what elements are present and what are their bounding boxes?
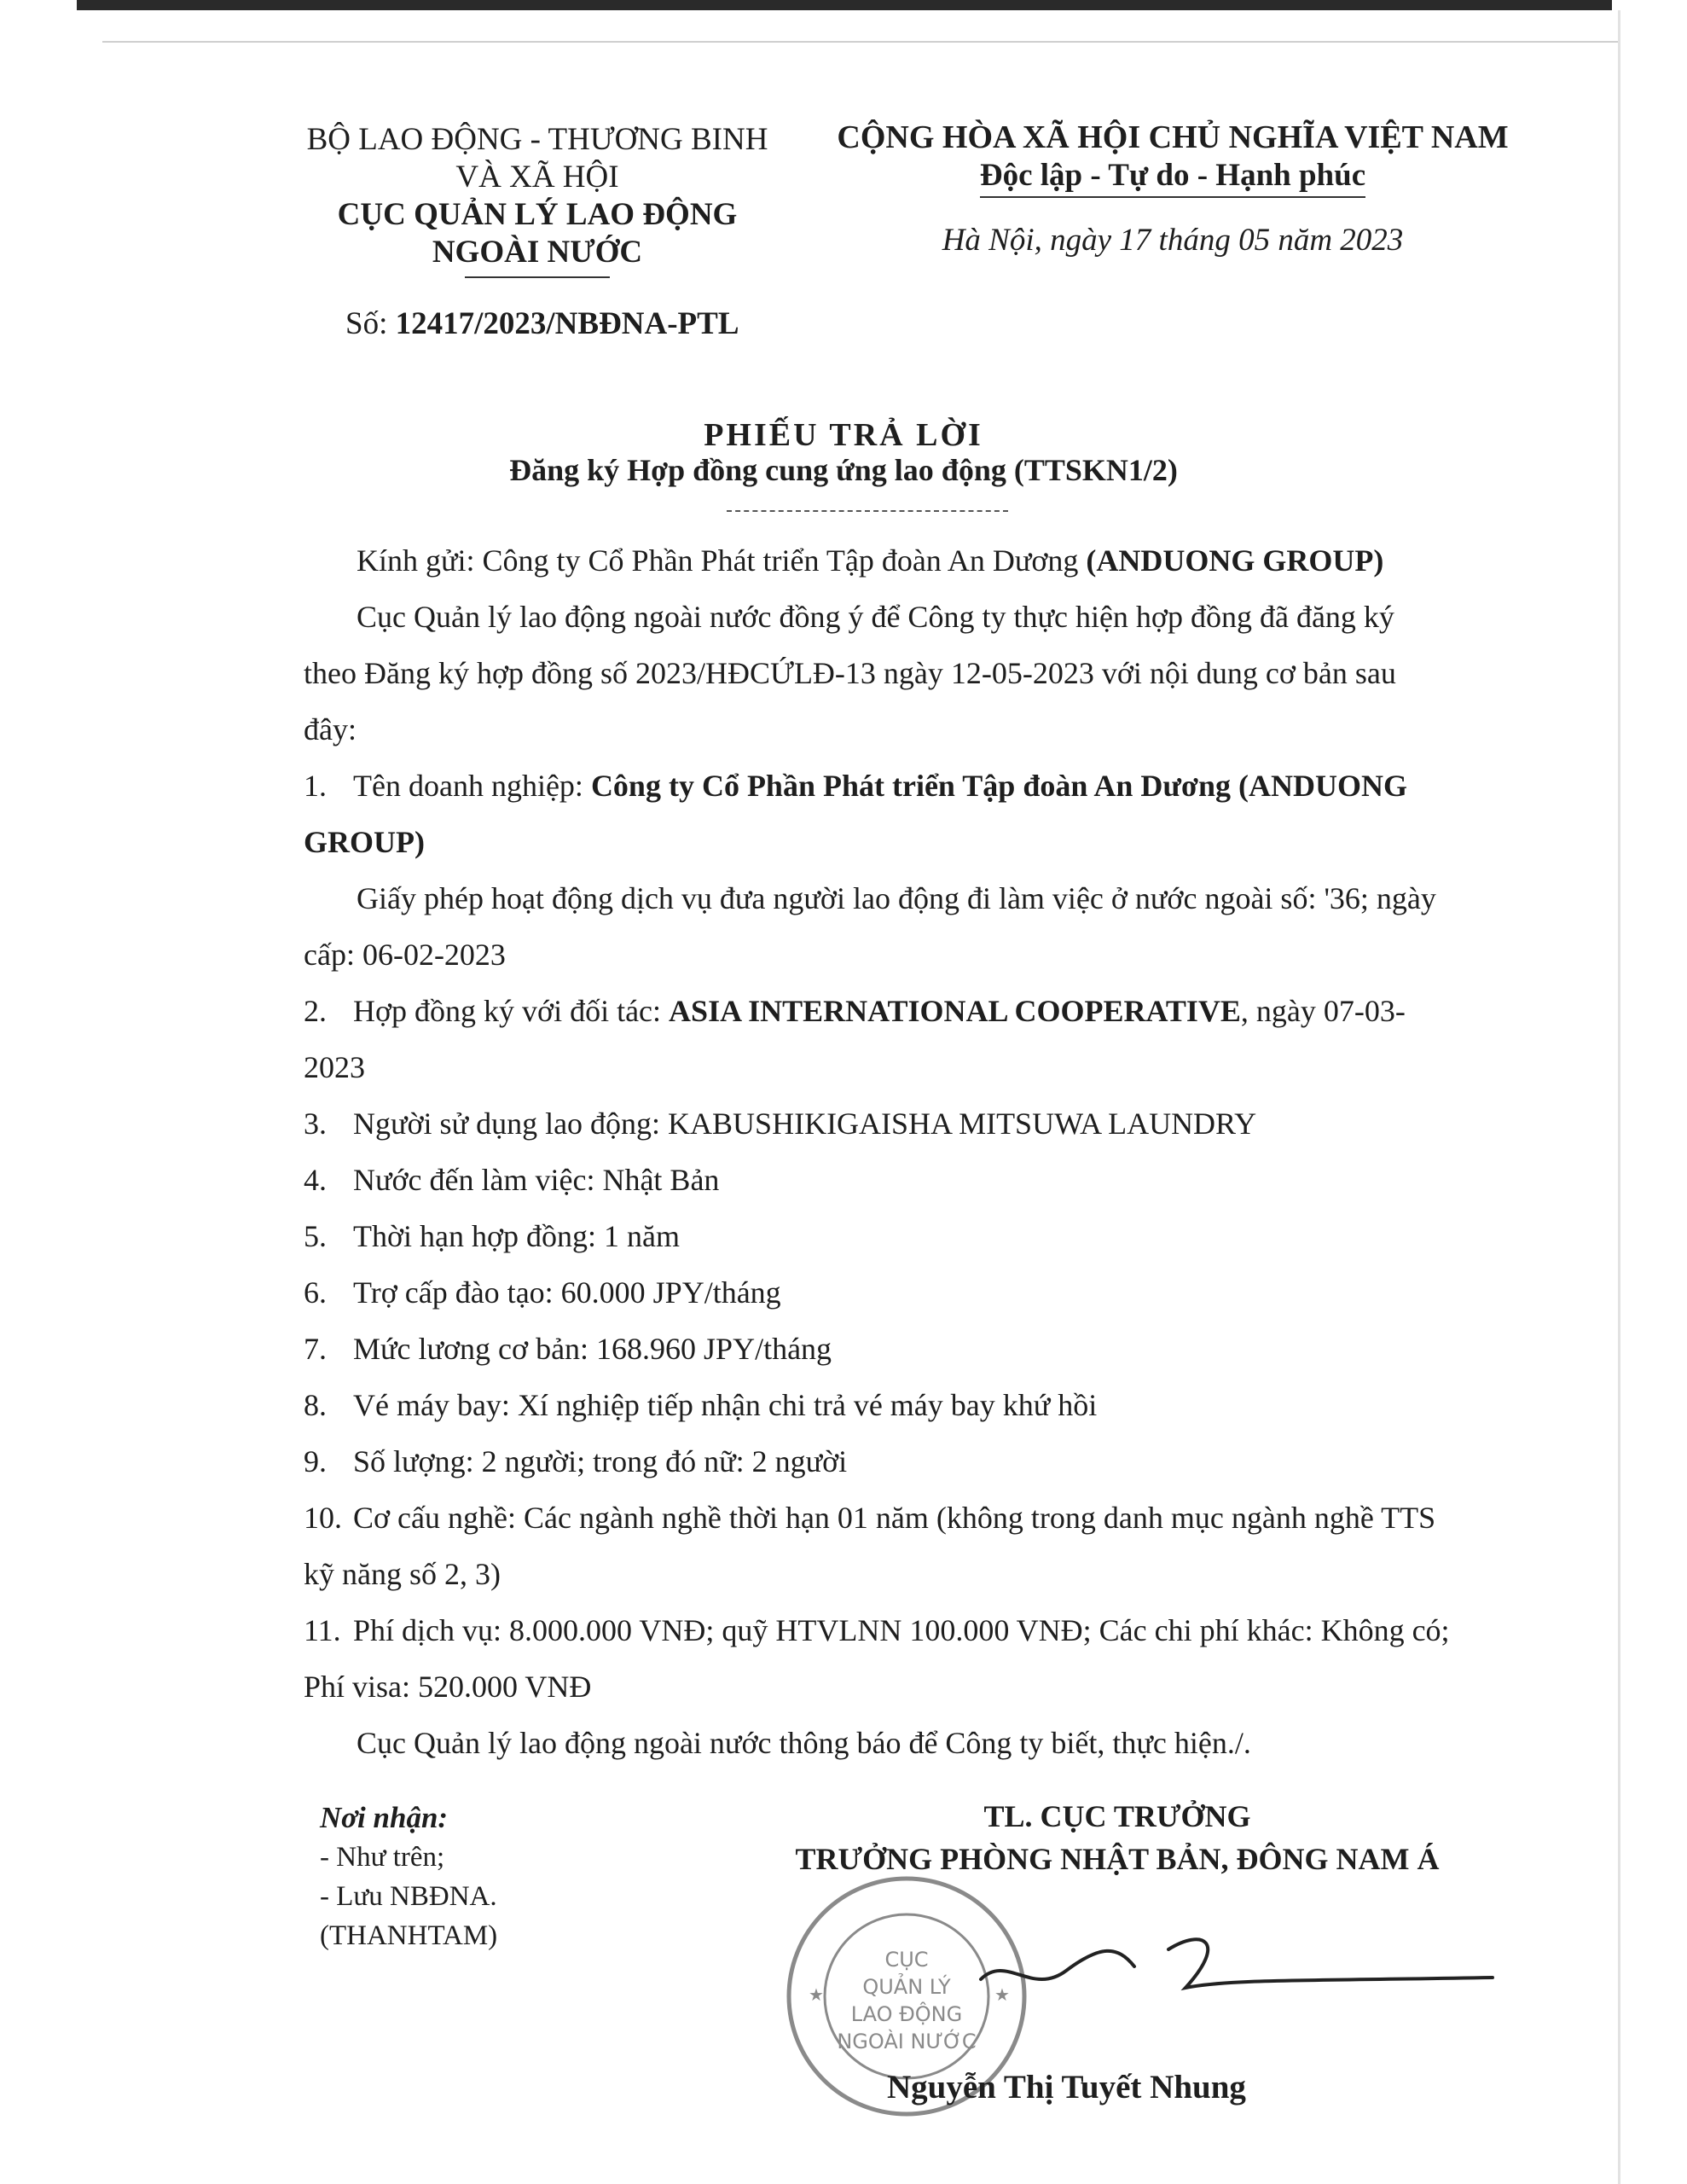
document-subtitle: Đăng ký Hợp đồng cung ứng lao động (TTSKN1/2) (509, 453, 1178, 487)
department-line-1: CỤC QUẢN LÝ LAO ĐỘNG (337, 197, 738, 232)
signer-authority: TL. CỤC TRƯỞNG (983, 1799, 1251, 1833)
license-paragraph: Giấy phép hoạt động dịch vụ đưa người lao động đi làm việc ở nước ngoài số: '36; ngày cấp: 06-02-2023 (304, 881, 1436, 972)
signer-position: TRƯỞNG PHÒNG NHẬT BẢN, ĐÔNG NAM Á (795, 1842, 1440, 1876)
signer-block (742, 1795, 1493, 1880)
item-number: 10. (304, 1501, 342, 1535)
svg-text:★: ★ (809, 1984, 824, 2005)
recipient-line: (THANHTAM) (320, 1920, 498, 1951)
seal-line: CỤC (884, 1948, 929, 1972)
document-number-label: Số: (345, 306, 388, 341)
department-line-2: NGOÀI NƯỚC (432, 235, 643, 270)
item-number: 11. (304, 1613, 341, 1647)
svg-text:★: ★ (994, 1984, 1010, 2005)
item-number: 9. (304, 1444, 327, 1478)
item-label: Tên doanh nghiệp: (353, 769, 591, 803)
recipients-label: Nơi nhận: (320, 1801, 449, 1834)
seal-line: QUẢN LÝ (862, 1975, 951, 1999)
recipients-block (320, 1798, 497, 1955)
item-number: 6. (304, 1275, 327, 1310)
subtitle-underline (727, 510, 1008, 512)
item-text: Thời hạn hợp đồng: 1 năm (353, 1219, 681, 1253)
handwritten-signature (972, 1920, 1501, 2013)
national-header (819, 118, 1527, 258)
item-suffix: , ngày 07-03-2023 (304, 994, 1406, 1084)
item-value: ASIA INTERNATIONAL COOPERATIVE (669, 994, 1241, 1028)
seal-line: NGOÀI NƯỚC (837, 2030, 977, 2053)
intro-paragraph: Cục Quản lý lao động ngoài nước đồng ý để Công ty thực hiện hợp đồng đã đăng ký theo Đăng ký hợp đồng số 2023/HĐCỨLĐ-13 ngày 12-05-2023 với nội dung cơ bản sau đây: (304, 600, 1396, 746)
list-item (304, 1321, 1451, 1377)
issuing-authority (290, 121, 785, 278)
item-text: Phí dịch vụ: 8.000.000 VNĐ; quỹ HTVLNN 100.000 VNĐ; Các chi phí khác: Không có; Phí visa: 520.000 VNĐ (304, 1613, 1450, 1704)
item-label: Hợp đồng ký với đối tác: (353, 994, 670, 1028)
item-text: Người sử dụng lao động: KABUSHIKIGAISHA MITSUWA LAUNDRY (353, 1107, 1257, 1141)
addressee-text: Kính gửi: Công ty Cổ Phần Phát triển Tập đoàn An Dương (357, 543, 1087, 578)
item-number: 2. (304, 994, 327, 1028)
signer-name: Nguyễn Thị Tuyết Nhung (887, 2069, 1246, 2106)
document-date: Hà Nội, ngày 17 tháng 05 năm 2023 (942, 223, 1404, 258)
item-text: Số lượng: 2 người; trong đó nữ: 2 người (353, 1444, 848, 1478)
closing-paragraph: Cục Quản lý lao động ngoài nước thông báo để Công ty biết, thực hiện./. (357, 1726, 1251, 1760)
scan-edge-right (1618, 10, 1620, 2184)
national-motto: Độc lập - Tự do - Hạnh phúc (980, 157, 1365, 198)
scan-line (102, 41, 1620, 43)
item-text: Nước đến làm việc: Nhật Bản (353, 1163, 720, 1197)
item-number: 7. (304, 1332, 327, 1366)
document-number (345, 305, 739, 342)
ministry-line-2: VÀ XÃ HỘI (455, 160, 619, 195)
list-item (304, 1377, 1451, 1433)
list-item (304, 1490, 1451, 1602)
item-text: Trợ cấp đào tạo: 60.000 JPY/tháng (353, 1275, 781, 1310)
item-number: 8. (304, 1388, 327, 1422)
recipient-line: - Lưu NBĐNA. (320, 1881, 497, 1912)
list-item (304, 1095, 1451, 1152)
list-item (304, 1152, 1451, 1208)
item-text: Cơ cấu nghề: Các ngành nghề thời hạn 01 năm (không trong danh mục ngành nghề TTS kỹ năng số 2, 3) (304, 1501, 1436, 1591)
list-item (304, 1433, 1451, 1490)
addressee-company-short: (ANDUONG GROUP) (1086, 543, 1384, 578)
recipient-line: - Như trên; (320, 1842, 445, 1873)
authority-underline (465, 276, 610, 278)
item-text: Vé máy bay: Xí nghiệp tiếp nhận chi trả vé máy bay khứ hồi (353, 1388, 1098, 1422)
item-number: 1. (304, 769, 327, 803)
addressee (304, 532, 1451, 589)
country-name: CỘNG HÒA XÃ HỘI CHỦ NGHĨA VIỆT NAM (837, 119, 1509, 155)
list-item (304, 758, 1451, 870)
item-number: 4. (304, 1163, 327, 1197)
document-title: PHIẾU TRẢ LỜI (704, 417, 983, 453)
item-value: Công ty Cổ Phần Phát triển Tập đoàn An Dương (ANDUONG GROUP) (304, 769, 1407, 859)
seal-line: LAO ĐỘNG (850, 2002, 963, 2026)
list-item (304, 1208, 1451, 1264)
list-item (304, 983, 1451, 1095)
list-item (304, 1264, 1451, 1321)
item-number: 3. (304, 1107, 327, 1141)
list-item (304, 1602, 1451, 1715)
document-body (304, 522, 1451, 1771)
ministry-line-1: BỘ LAO ĐỘNG - THƯƠNG BINH (306, 122, 768, 157)
scan-edge-top (77, 0, 1612, 10)
item-text: Mức lương cơ bản: 168.960 JPY/tháng (353, 1332, 832, 1366)
item-number: 5. (304, 1219, 327, 1253)
document-number-value: 12417/2023/NBĐNA-PTL (395, 306, 739, 341)
